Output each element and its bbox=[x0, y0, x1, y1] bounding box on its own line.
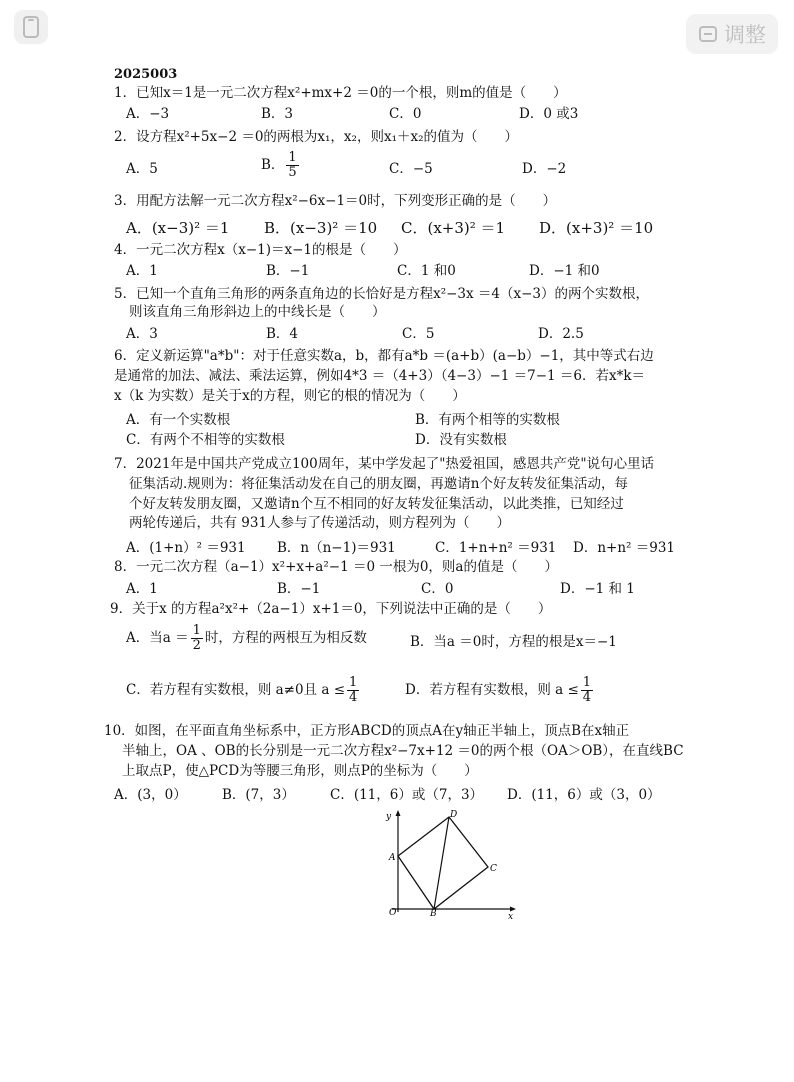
label-y: y bbox=[386, 812, 392, 822]
q2-option-a: A．5 bbox=[126, 161, 158, 177]
q4-stem: 4．一元二次方程x（x−1)＝x−1的根是（ ） bbox=[114, 242, 407, 258]
segment-bd bbox=[434, 817, 449, 909]
q7-option-d: D．n+n² ＝931 bbox=[573, 540, 675, 556]
label-b: B bbox=[430, 909, 437, 919]
q7-option-a: A．(1+n）² ＝931 bbox=[126, 540, 246, 556]
q7-line4: 两轮传递后，共有 931人参与了传递活动，则方程列为（ ） bbox=[129, 515, 511, 531]
q2-option-d: D．−2 bbox=[522, 161, 567, 177]
q3-option-b: B．(x−3)² ＝10 bbox=[264, 219, 378, 237]
y-axis-arrow bbox=[396, 810, 401, 816]
label-a: A bbox=[389, 853, 396, 863]
q7-line2: 征集活动.规则为：将征集活动发在自己的朋友圈，再邀请n个好友转发征集活动，每 bbox=[129, 476, 628, 492]
q2-stem: 2．设方程x²+5x−2 ＝0的两根为x₁，x₂，则x₁＋x₂的值为（ ） bbox=[114, 129, 519, 145]
q9-option-c: C．若方程有实数根，则 a≠0且 a ≤ $\frac{1}{4}$ bbox=[126, 675, 358, 705]
square-abcd bbox=[398, 817, 488, 909]
q4-option-c: C．1 和0 bbox=[397, 263, 456, 279]
q3-option-d: D．(x+3)² ＝10 bbox=[539, 219, 654, 237]
q2-option-b: B． $\frac{1}{5}$ bbox=[261, 150, 297, 180]
q10-option-b: B．(7，3） bbox=[222, 787, 295, 803]
doc-code: 2025003 bbox=[114, 67, 178, 82]
x-axis-arrow bbox=[510, 907, 516, 912]
q10-line3: 上取点P，使△PCD为等腰三角形，则点P的坐标为（ ） bbox=[122, 763, 478, 779]
q6-option-a: A．有一个实数根 bbox=[126, 412, 231, 428]
q6-option-b: B．有两个相等的实数根 bbox=[415, 412, 560, 428]
q6-option-c: C．有两个不相等的实数根 bbox=[126, 432, 285, 448]
q1-option-a: A．−3 bbox=[126, 106, 170, 122]
q10-option-c: C．(11，6）或（7，3） bbox=[330, 787, 484, 803]
q7-line3: 个好友转发朋友圈，又邀请n个互不相同的好友转发征集活动，以此类推，已知经过 bbox=[129, 496, 624, 512]
q8-stem: 8．一元二次方程（a−1）x²+x+a²−1 ＝0 一根为0，则a的值是（ ） bbox=[114, 559, 558, 575]
q5-option-c: C．5 bbox=[402, 326, 435, 342]
q6-line3: x（k 为实数）是关于x的方程，则它的根的情况为（ ） bbox=[114, 388, 466, 404]
q3-option-c: C．(x+3)² ＝1 bbox=[401, 219, 506, 237]
q2-option-c: C．−5 bbox=[389, 161, 433, 177]
q6-line1: 6．定义新运算"a*b"：对于任意实数a，b，都有a*b ＝(a+b）(a−b）−1，其中等式右边 bbox=[114, 348, 654, 364]
q9-option-b: B．当a ＝0时，方程的根是x＝−1 bbox=[410, 634, 617, 650]
q10-line2: 半轴上，OA 、OB的长分别是一元二次方程x²−7x+12 ＝0的两个根（OA＞OB），在直线BC bbox=[122, 743, 684, 759]
q10-option-a: A．(3，0） bbox=[114, 787, 187, 803]
q8-option-c: C．0 bbox=[421, 581, 454, 597]
label-c: C bbox=[490, 864, 497, 874]
q8-option-b: B．−1 bbox=[277, 581, 321, 597]
q1-option-b: B．3 bbox=[261, 106, 294, 122]
q3-stem: 3．用配方法解一元二次方程x²−6x−1＝0时，下列变形正确的是（ ） bbox=[114, 193, 557, 209]
label-d: D bbox=[450, 810, 458, 820]
q9-option-d: D．若方程有实数根，则 a ≤ $\frac{1}{4}$ bbox=[405, 675, 592, 705]
q9-option-a: A．当a ＝ $\frac{1}{2}$ 时，方程的两根互为相反数 bbox=[126, 623, 367, 653]
label-x: x bbox=[508, 912, 514, 922]
q6-line2: 是通常的加法、减法、乘法运算，例如4*3 ＝（4+3）（4−3）−1 ＝7−1 ＝6．若x*k＝ bbox=[114, 368, 646, 384]
q4-option-d: D．−1 和0 bbox=[529, 263, 600, 279]
label-o: O bbox=[389, 908, 397, 918]
q3-option-a: A．(x−3)² ＝1 bbox=[126, 219, 230, 237]
q7-option-b: B．n（n−1)＝931 bbox=[277, 540, 396, 556]
q10-line1: 10．如图，在平面直角坐标系中，正方形ABCD的顶点A在y轴正半轴上，顶点B在x轴正 bbox=[104, 723, 630, 739]
q7-line1: 7．2021年是中国共产党成立100周年，某中学发起了"热爱祖国，感恩共产党"说句心里话 bbox=[114, 456, 655, 472]
q6-option-d: D．没有实数根 bbox=[415, 432, 507, 448]
q1-option-c: C．0 bbox=[389, 106, 422, 122]
q5-option-b: B．4 bbox=[266, 326, 299, 342]
q7-option-c: C．1+n+n² ＝931 bbox=[435, 540, 557, 556]
q4-option-b: B．−1 bbox=[266, 263, 310, 279]
q5-line1: 5．已知一个直角三角形的两条直角边的长恰好是方程x²−3x ＝4（x−3）的两个实数根， bbox=[114, 286, 650, 302]
q4-option-a: A．1 bbox=[126, 263, 158, 279]
q8-option-d: D．−1 和 1 bbox=[560, 581, 635, 597]
adjust-label: 调整 bbox=[724, 23, 766, 47]
q10-figure bbox=[376, 808, 518, 922]
q5-option-a: A．3 bbox=[126, 326, 158, 342]
q8-option-a: A．1 bbox=[126, 581, 158, 597]
q9-stem: 9．关于x 的方程a²x²+（2a−1）x+1＝0，下列说法中正确的是（ ） bbox=[110, 601, 552, 617]
q5-option-d: D．2.5 bbox=[538, 326, 584, 342]
q1-stem: 1．已知x＝1是一元二次方程x²+mx+2 ＝0的一个根，则m的值是（ ） bbox=[114, 85, 567, 101]
q5-line2: 则该直角三角形斜边上的中线长是（ ） bbox=[129, 304, 386, 320]
q1-option-d: D．0 或3 bbox=[519, 106, 579, 122]
q10-option-d: D．(11，6）或（3，0） bbox=[507, 787, 661, 803]
